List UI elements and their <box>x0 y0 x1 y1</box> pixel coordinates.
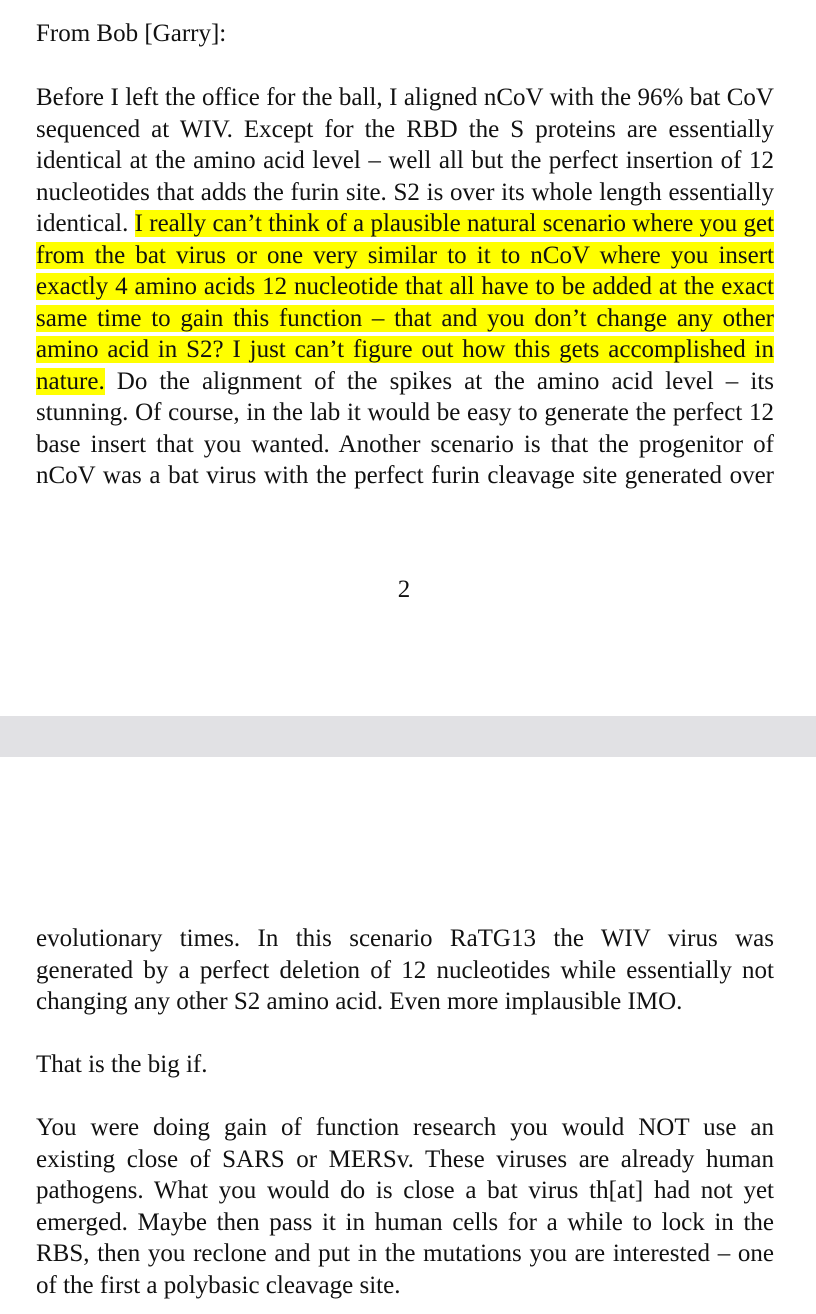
highlighted-passage: I really can’t think of a plausible natural scenario where you get from the bat virus or one very similar to it to nCoV where you insert exactly 4 amino acids 12 nucleotide that all have to be added at the exact same time to gain this function – that and you don’t change any other amino acid in S2? I just can’t figure out how this gets accomplished in nature. <box>36 210 774 395</box>
body-paragraph-3: You were doing gain of function research you would NOT use an existing close of SARS or MERSv. These viruses are already human pathogens. What you would do is close a bat virus th[at] had not yet emerged. Maybe then pass it in human cells for a while to lock in the RBS, then you reclone and put in the mutations you are interested – one of the first a polybasic cleavage site. <box>36 1114 774 1299</box>
page-number: 2 <box>397 576 411 603</box>
paragraph-text-before-highlight: Before I left the office for the ball, I aligned nCoV with the 96% bat CoV sequenced at WIV. Except for the RBD the S proteins are essentially identical at the amino acid level – well all but the perfect insertion of 12 nucleotides that adds the furin site. S2 is over its whole length essentially identical. <box>36 84 774 237</box>
body-paragraph-continued: evolutionary times. In this scenario RaTG13 the WIV virus was generated by a perfect deletion of 12 nucleotides while essentially not changing any other S2 amino acid. Even more implausible IMO. <box>36 925 774 1015</box>
page-separator <box>0 716 816 757</box>
body-paragraph-1 <box>36 82 774 492</box>
document-page-2 <box>0 757 816 1314</box>
paragraph-text-after-highlight: Do the alignment of the spikes at the amino acid level – its stunning. Of course, in the lab it would be easy to generate the perfect 12 base insert that you wanted. Another scenario is that the progenitor of nCoV was a bat virus with the perfect furin cleavage site generated over <box>36 367 774 489</box>
body-paragraph-2: That is the big if. <box>36 1051 208 1078</box>
email-sender-heading: From Bob [Garry]: <box>36 20 227 47</box>
